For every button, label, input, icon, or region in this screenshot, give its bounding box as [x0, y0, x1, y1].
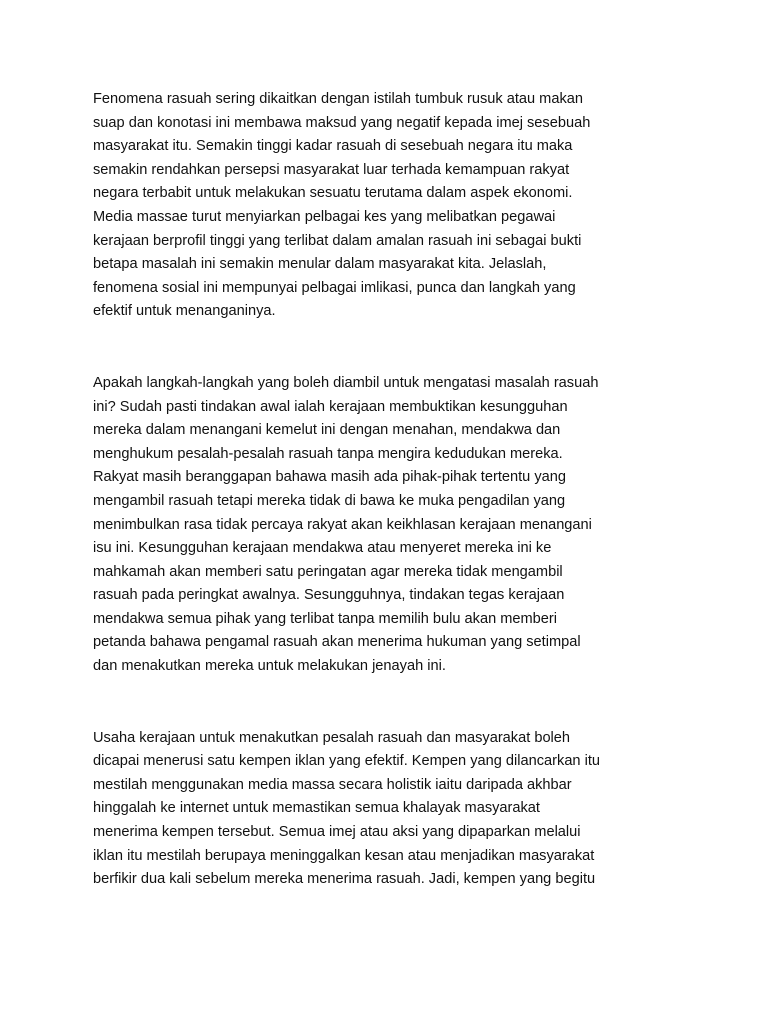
text-line: menerima kempen tersebut. Semua imej atau aksi yang dipaparkan melalui — [93, 824, 581, 841]
text-line: Rakyat masih beranggapan bahawa masih ada pihak-pihak tertentu yang — [93, 469, 566, 486]
paragraph-2 — [93, 372, 693, 679]
text-line: Fenomena rasuah sering dikaitkan dengan istilah tumbuk rusuk atau makan — [93, 91, 583, 107]
paragraph-spacing — [93, 324, 693, 372]
text-line: efektif untuk menanganinya. — [93, 303, 276, 320]
text-line: mahkamah akan memberi satu peringatan agar mereka tidak mengambil — [93, 563, 563, 580]
text-line: masyarakat itu. Semakin tinggi kadar rasuah di sesebuah negara itu maka — [93, 138, 573, 155]
text-line: petanda bahawa pengamal rasuah akan menerima hukuman yang setimpal — [93, 634, 581, 651]
text-line: mengambil rasuah tetapi mereka tidak di bawa ke muka pengadilan yang — [93, 492, 566, 509]
text-line: Media massae turut menyiarkan pelbagai kes yang melibatkan pegawai — [93, 208, 556, 225]
text-line: menghukum pesalah-pesalah rasuah tanpa mengira kedudukan mereka. — [93, 445, 563, 462]
text-line: betapa masalah ini semakin menular dalam masyarakat kita. Jelaslah, — [93, 256, 547, 273]
text-line: iklan itu mestilah berupaya meninggalkan kesan atau menjadikan masyarakat — [93, 847, 595, 864]
text-line: Apakah langkah-langkah yang boleh diambil untuk mengatasi masalah rasuah — [93, 374, 599, 391]
text-line: hinggalah ke internet untuk memastikan semua khalayak masyarakat — [93, 800, 540, 817]
text-line: kerajaan berprofil tinggi yang terlibat dalam amalan rasuah ini sebagai bukti — [93, 232, 582, 249]
text-line: menimbulkan rasa tidak percaya rakyat akan keikhlasan kerajaan menangani — [93, 516, 592, 533]
text-line: isu ini. Kesungguhan kerajaan mendakwa atau menyeret mereka ini ke — [93, 540, 552, 557]
paragraph-1 — [93, 88, 693, 324]
document-body — [93, 88, 693, 892]
text-line: Usaha kerajaan untuk menakutkan pesalah rasuah dan masyarakat boleh — [93, 729, 571, 746]
text-line: mendakwa semua pihak yang terlibat tanpa memilih bulu akan memberi — [93, 610, 557, 627]
text-line: dicapai menerusi satu kempen iklan yang efektif. Kempen yang dilancarkan itu — [93, 753, 601, 770]
text-line: suap dan konotasi ini membawa maksud yang negatif kepada imej sesebuah — [93, 114, 591, 131]
text-line: rasuah pada peringkat awalnya. Sesungguhnya, tindakan tegas kerajaan — [93, 587, 565, 604]
text-line: mereka dalam menangani kemelut ini dengan menahan, mendakwa dan — [93, 422, 561, 439]
text-line: fenomena sosial ini mempunyai pelbagai imlikasi, punca dan langkah yang — [93, 279, 576, 296]
text-line: ini? Sudah pasti tindakan awal ialah kerajaan membuktikan kesungguhan — [93, 398, 568, 415]
text-line: berfikir dua kali sebelum mereka menerima rasuah. Jadi, kempen yang begitu — [93, 871, 596, 888]
text-line: dan menakutkan mereka untuk melakukan jenayah ini. — [93, 658, 446, 675]
text-line: negara terbabit untuk melakukan sesuatu terutama dalam aspek ekonomi. — [93, 185, 573, 202]
text-line: mestilah menggunakan media massa secara holistik iaitu daripada akhbar — [93, 776, 572, 793]
text-line: semakin rendahkan persepsi masyarakat luar terhada kemampuan rakyat — [93, 161, 570, 178]
paragraph-3 — [93, 727, 693, 892]
paragraph-spacing — [93, 679, 693, 727]
